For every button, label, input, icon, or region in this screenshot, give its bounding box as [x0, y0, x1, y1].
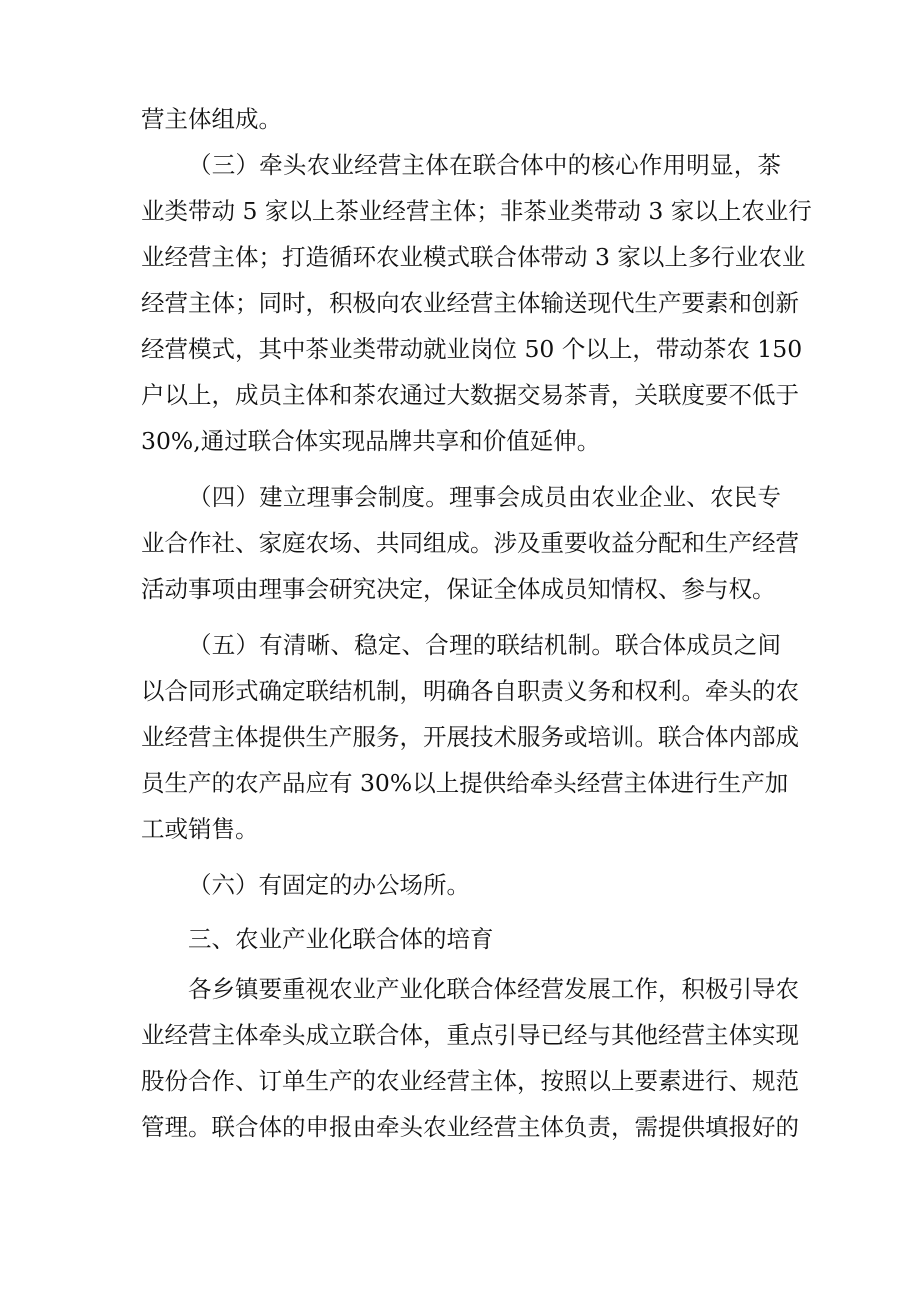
paragraph-cultivation-line: 业经营主体牵头成立联合体，重点引导已经与其他经营主体实现	[141, 1021, 799, 1049]
paragraph-4-line: 活动事项由理事会研究决定，保证全体成员知情权、参与权。	[141, 575, 776, 603]
paragraph-3-line: （三）牵头农业经营主体在联合体中的核心作用明显，茶	[188, 151, 781, 179]
paragraph-3-line: 30%,通过联合体实现品牌共享和价值延伸。	[141, 427, 601, 455]
paragraph-3-line: 经营模式，其中茶业类带动就业岗位 50 个以上，带动茶农 150	[141, 335, 803, 363]
paragraph-3-line: 业经营主体；打造循环农业模式联合体带动 3 家以上多行业农业	[141, 243, 806, 271]
paragraph-cultivation-line: 股份合作、订单生产的农业经营主体，按照以上要素进行、规范	[141, 1067, 799, 1095]
section-heading: 三、农业产业化联合体的培育	[188, 925, 494, 953]
paragraph-cultivation-line: 各乡镇要重视农业产业化联合体经营发展工作，积极引导农	[188, 975, 799, 1003]
paragraph-4-line: 业合作社、家庭农场、共同组成。涉及重要收益分配和生产经营	[141, 529, 799, 557]
paragraph-4-line: （四）建立理事会制度。理事会成员由农业企业、农民专	[188, 483, 781, 511]
paragraph-3-line: 经营主体；同时，积极向农业经营主体输送现代生产要素和创新	[141, 289, 799, 317]
paragraph-3-line: 户以上，成员主体和茶农通过大数据交易茶青，关联度要不低于	[141, 381, 799, 409]
paragraph-5-line: 工或销售。	[141, 815, 259, 843]
paragraph-5-line: （五）有清晰、稳定、合理的联结机制。联合体成员之间	[188, 631, 781, 659]
paragraph-cultivation-line: 管理。联合体的申报由牵头农业经营主体负责，需提供填报好的	[141, 1113, 799, 1141]
paragraph-6-line: （六）有固定的办公场所。	[188, 871, 470, 899]
paragraph-5-line: 员生产的农产品应有 30%以上提供给牵头经营主体进行生产加	[141, 769, 789, 797]
paragraph-3-line: 业类带动 5 家以上茶业经营主体；非茶业类带动 3 家以上农业行	[141, 197, 812, 225]
paragraph-5-line: 以合同形式确定联结机制，明确各自职责义务和权利。牵头的农	[141, 677, 799, 705]
text-line: 营主体组成。	[141, 105, 282, 133]
paragraph-5-line: 业经营主体提供生产服务，开展技术服务或培训。联合体内部成	[141, 723, 799, 751]
